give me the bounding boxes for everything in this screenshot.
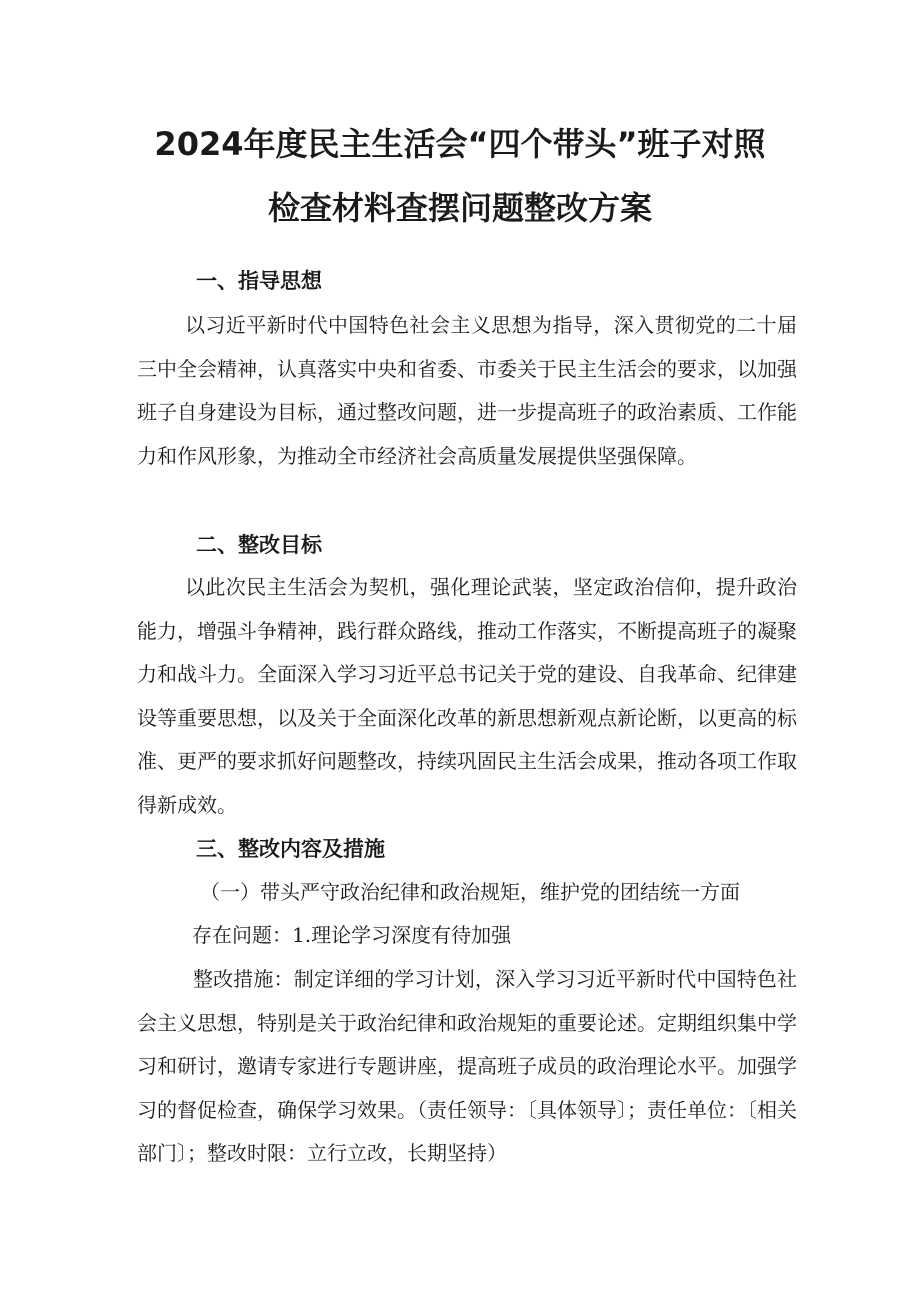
section3-problem: 存在问题：1.理论学习深度有待加强 [192,923,512,947]
document-title-line2: 检查材料查摆问题整改方案 [267,189,652,227]
section2-body: 以此次民主生活会为契机，强化理论武装，坚定政治信仰，提升政治能力，增强斗争精神，践行群众路线，推动工作落实，不断提高班子的凝聚力和战斗力。全面深入学习习近平总书记关于党的建设、自我革命、纪律建设等重要思想，以及关于全面深化改革的新思想新观点新论断，以更高的标准、更严的要求抓好问题整改，持续巩固民主生活会成果，推动各项工作取得新成效。 [137,575,797,817]
section3-heading: 三、整改内容及措施 [196,837,385,861]
section2-heading: 二、整改目标 [196,533,322,557]
section3-measures: 整改措施：制定详细的学习计划，深入学习习近平新时代中国特色社会主义思想，特别是关于政治纪律和政治规矩的重要论述。定期组织集中学习和研讨，邀请专家进行专题讲座，提高班子成员的政治理论水平。加强学习的督促检查，确保学习效果。（责任领导：〔具体领导〕；责任单位：〔相关部门〕；整改时限：立行立改，长期坚持） [137,967,797,1165]
section1-body: 以习近平新时代中国特色社会主义思想为指导，深入贯彻党的二十届三中全会精神，认真落实中央和省委、市委关于民主生活会的要求，以加强班子自身建设为目标，通过整改问题，进一步提高班子的政治素质、工作能力和作风形象，为推动全市经济社会高质量发展提供坚强保障。 [137,313,797,468]
document-title-line1: 2024年度民主生活会“四个带头”班子对照 [154,125,766,163]
section3-subheading: （一）带头严守政治纪律和政治规矩，维护党的团结统一方面 [200,880,740,904]
section1-heading: 一、指导思想 [196,269,322,293]
